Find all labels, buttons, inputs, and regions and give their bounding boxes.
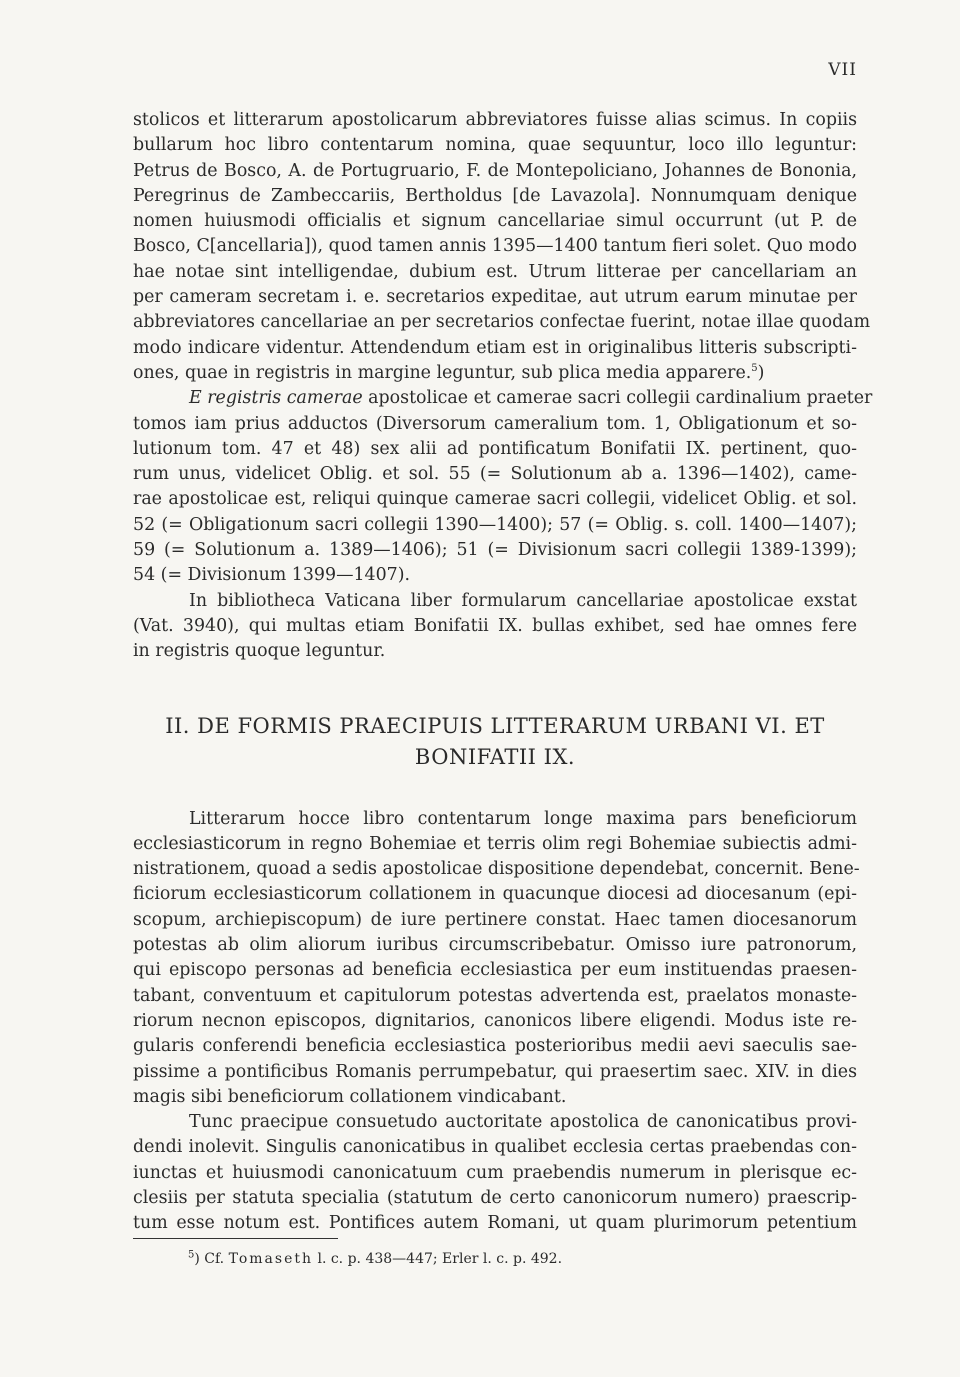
text-line: riorum necnon episcopos, dignitarios, canonicos libere eligendi. Modus iste re- [133,1010,857,1031]
section-heading-line-1: II. DE FORMIS PRAECIPUIS LITTERARUM URBANI VI. ET [165,713,825,738]
italic-lead: E registris camerae [189,388,363,409]
text-line: Petrus de Bosco, A. de Portugruario, F. de Montepoliciano, Johannes de Bononia, [133,160,857,181]
paragraph-3 [133,589,857,665]
footnote-rule [133,1238,338,1239]
text-line: Tunc praecipue consuetudo auctoritate apostolica de canonicatibus provi- [189,1112,857,1133]
text-line: nistrationem, quoad a sedis apostolicae dispositione dependebat, concernit. Bene- [133,859,860,880]
footnote-pre: ) Cf. [194,1251,229,1267]
text-line: ecclesiasticorum in regno Bohemiae et terris olim regi Bohemiae subiectis admi- [133,833,857,854]
text-line: modo indicare videntur. Attendendum etiam est in originalibus litteris subscripti- [133,337,857,358]
body-text [133,108,873,1237]
text-line: (Vat. 3940), qui multas etiam Bonifatii IX. bullas exhibet, sed hae omnes fere [133,615,857,636]
line-rest: apostolicae et camerae sacri collegii cardinalium praeter [362,388,873,409]
text-line: potestas ab olim aliorum iuribus circumscribebatur. Omisso iure patronorum, [133,935,857,956]
text-line: 54 (= Divisionum 1399—1407). [133,565,411,586]
text-line: tabant, conventuum et capitulorum potestas advertenda est, praelatos monaste- [133,985,857,1006]
text-line: Peregrinus de Zambeccariis, Bertholdus [de Lavazola]. Nonnumquam denique [133,185,857,206]
text-line: ficiorum ecclesiasticorum collationem in quacunque diocesi ad diocesanum (epi- [133,884,857,905]
text-line [133,386,873,411]
page-number: VII [828,60,857,80]
text-line: per cameram secretam i. e. secretarios expeditae, aut utrum earum minutae per [133,287,857,308]
paragraph-2 [133,386,873,588]
text-line: in registris quoque leguntur. [133,641,386,662]
text-line: qui episcopo personas ad beneficia ecclesiastica per eum instituendas praesen- [133,960,857,981]
text-line: 59 (= Solutionum a. 1389—1406); 51 (= Divisionum sacri collegii 1389-1399); [133,540,857,561]
paragraph-5 [133,1110,857,1236]
paragraph-1 [133,108,871,386]
footnote-author: Tomaseth [228,1251,314,1267]
paragraph-4 [133,807,860,1111]
text-line: Bosco, C[ancellaria]), quod tamen annis 1395—1400 tantum fieri solet. Quo modo [133,236,857,257]
text-line: ones, quae in registris in margine leguntur, sub plica media apparere.$^5$) [133,362,765,383]
text-line: nomen huiusmodi officialis et signum cancellariae simul occurrunt (ut P. de [133,211,857,232]
footnote-reference-close: ) [757,362,765,383]
footnote-rest: l. c. p. 438—447; Erler l. c. p. 492. [313,1251,563,1267]
text-line: lutionum tom. 47 et 48) sex alii ad pontificatum Bonifatii IX. pertinent, quo- [133,438,857,459]
footnote-reference: 5 [751,363,758,375]
text-line: 52 (= Obligationum sacri collegii 1390—1400); 57 (= Oblig. s. coll. 1400—1407); [133,514,857,535]
text-line: magis sibi beneficiorum collationem vindicabant. [133,1086,567,1107]
text-line: bullarum hoc libro contentarum nomina, quae sequuntur, loco illo leguntur: [133,135,857,156]
footnote-marker: 5 [188,1249,195,1261]
footnote [188,1249,562,1269]
section-heading [133,711,857,773]
text-line: stolicos et litterarum apostolicarum abbreviatores fuisse alias scimus. In copiis [133,110,857,130]
text-line: rae apostolicae est, reliqui quinque camerae sacri collegii, videlicet Oblig. et sol. [133,489,857,510]
text-line: gularis conferendi beneficia ecclesiastica posterioribus medii aevi saeculis sae- [133,1036,857,1057]
text-line: In bibliotheca Vaticana liber formularum cancellariae apostolicae exstat [189,590,857,611]
text-line: iunctas et huiusmodi canonicatuum cum praebendis numerum in plerisque ec- [133,1162,857,1183]
text-line: dendi inolevit. Singulis canonicatibus in qualibet ecclesia certas praebendas con- [133,1137,857,1158]
text-line: tum esse notum est. Pontifices autem Romani, ut quam plurimorum petentium [133,1213,857,1234]
text-line: clesiis per statuta specialia (statutum de certo canonicorum numero) praescrip- [133,1187,857,1208]
text-line: scopum, archiepiscopum) de iure pertinere constat. Haec tamen diocesanorum [133,909,857,930]
text-line: abbreviatores cancellariae an per secretarios confectae fuerint, notae illae quodam [133,312,871,333]
section-heading-line-2: BONIFATII IX. [414,744,576,769]
text-line: rum unus, videlicet Oblig. et sol. 55 (= Solutionum ab a. 1396—1402), came- [133,464,857,485]
text-line: Litterarum hocce libro contentarum longe maxima pars beneficiorum [189,808,857,829]
text-line: pissime a pontificibus Romanis perrumpebatur, qui praesertim saec. XIV. in dies [133,1061,857,1082]
text-line: tomos iam prius adductos (Diversorum cameralium tom. 1, Obligationum et so- [133,413,857,434]
text-line: hae notae sint intelligendae, dubium est. Utrum litterae per cancellariam an [133,261,857,282]
